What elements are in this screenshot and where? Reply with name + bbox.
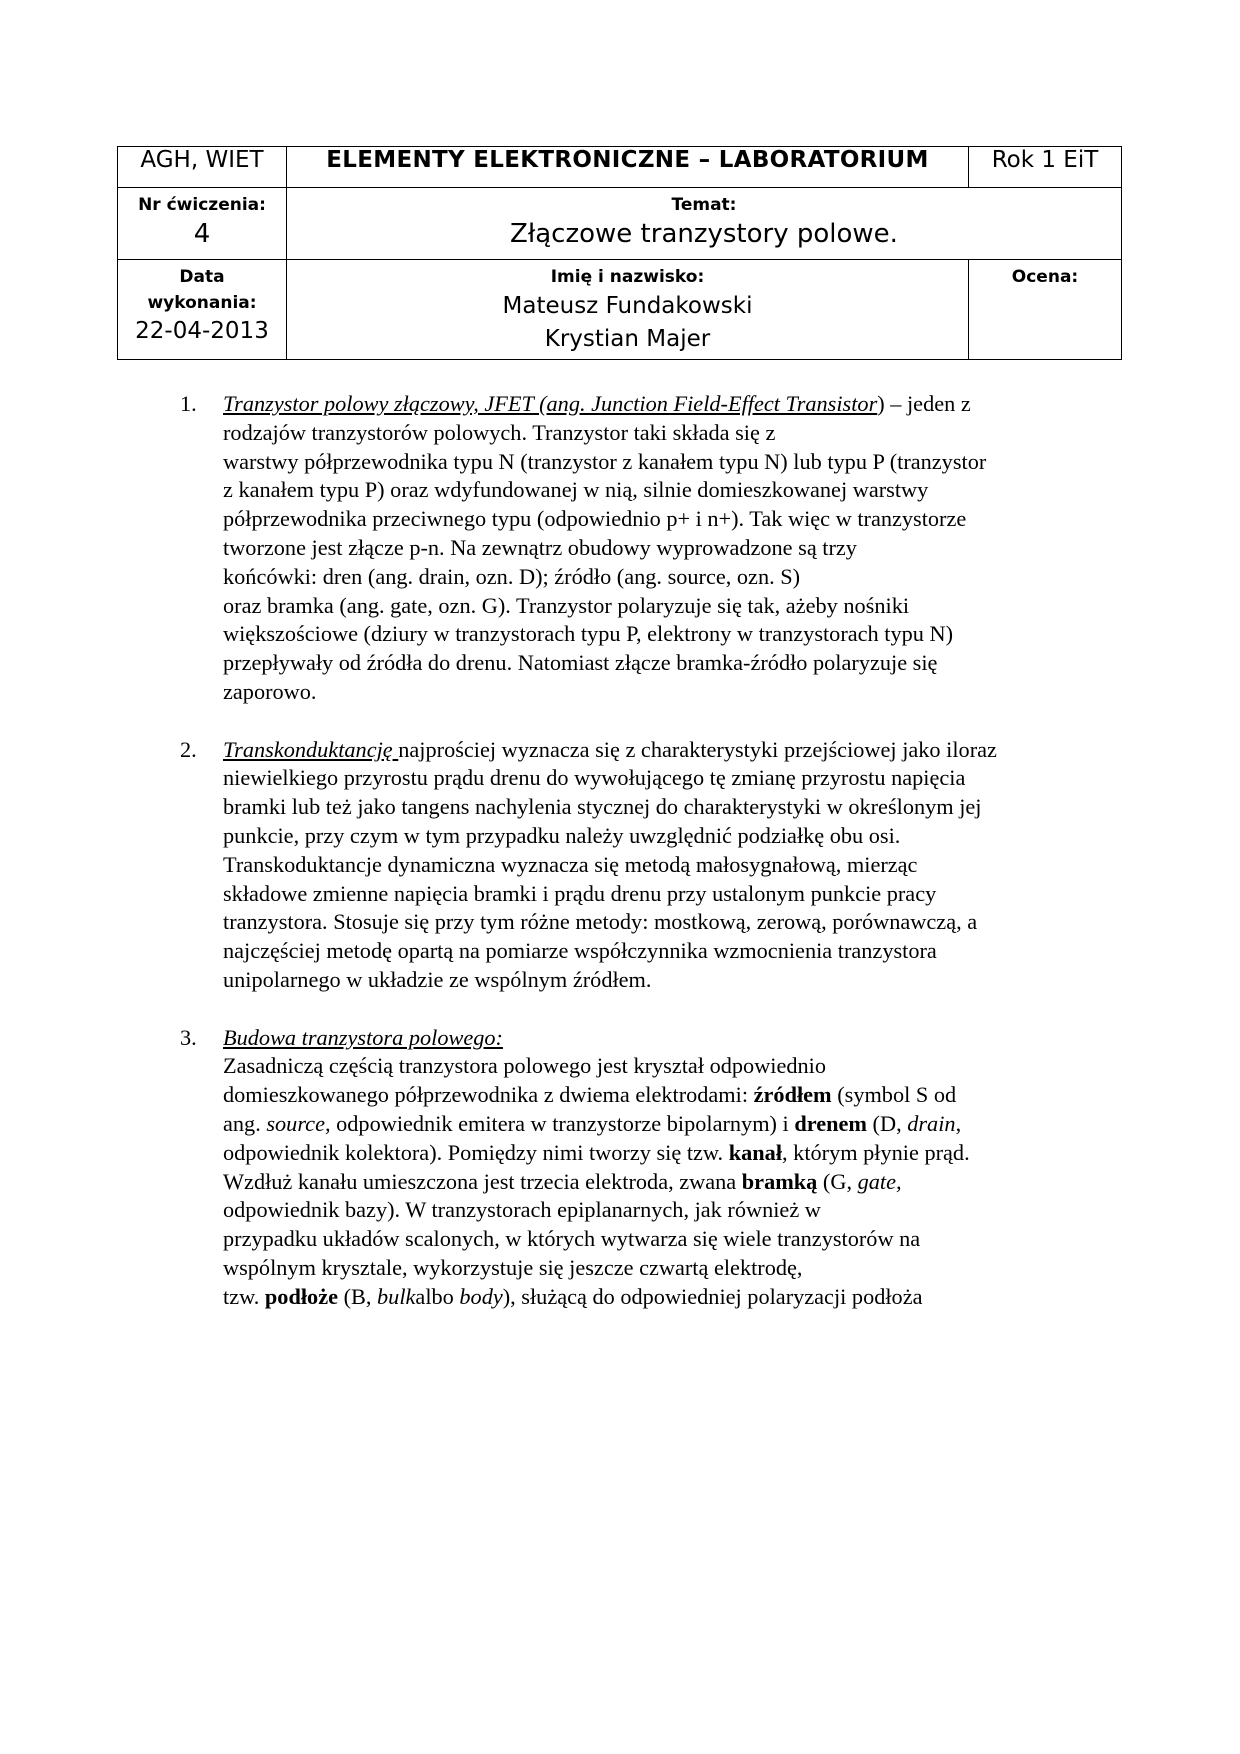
item-number: 2. (180, 736, 197, 762)
text-line: składowe zmienne napięcia bramki i prądu drenu przy ustalonym punkcie pracy (223, 880, 937, 906)
text-fragment: (B, (338, 1283, 378, 1309)
text-fragment: ), służącą do odpowiedniej polaryzacji podłoża (502, 1283, 923, 1309)
text-line: Transkoduktancje dynamiczna wyznacza się metodą małosygnałową, mierząc (223, 851, 918, 877)
term-channel: kanał (728, 1139, 783, 1165)
text-line: oraz bramka (ang. gate, ozn. G). Tranzystor polaryzuje się tak, ażeby nośniki (223, 592, 910, 618)
text-line: końcówki: dren (ang. drain, ozn. D); źródło (ang. source, ozn. S) (223, 563, 801, 589)
text-line: przepływały od źródła do drenu. Natomiast złącze bramka-źródło polaryzuje się (223, 650, 938, 676)
text-fragment: ang. (223, 1110, 267, 1136)
grade-cell (969, 260, 1122, 360)
item-heading: Tranzystor polowy złączowy, JFET (ang. Junction Field-Effect Transistor (223, 391, 878, 416)
text-line: półprzewodnika przeciwnego typu (odpowiednio p+ i n+). Tak więc w tranzystorze (223, 506, 967, 532)
item-heading: Transkonduktancję (223, 736, 399, 762)
item-heading: Budowa tranzystora polowego: (223, 1024, 503, 1050)
date-label-2: wykonania: (147, 293, 257, 313)
topic-label: Temat: (671, 195, 737, 215)
date: 22-04-2013 (135, 318, 269, 344)
text-fragment: (G, (817, 1168, 858, 1194)
text-line: bramki lub też jako tangens nachylenia stycznej do charakterystyki w określonym jej (223, 794, 982, 820)
item-number: 1. (180, 391, 197, 416)
item-number: 3. (180, 1024, 197, 1050)
list-item (180, 1024, 1100, 1312)
text-line: tworzone jest złącze p-n. Na zewnątrz obudowy wyprowadzone są trzy (223, 534, 857, 560)
text-fragment: , (955, 1110, 962, 1136)
name-2: Krystian Majer (544, 326, 711, 352)
year: Rok 1 EiT (969, 147, 1122, 188)
text-line: najprościej wyznacza się z charakterystyki przejściowej jako iloraz (398, 736, 997, 762)
text-fragment: , którym płynie prąd. (782, 1139, 970, 1165)
header-table (117, 146, 1122, 360)
topic: Złączowe tranzystory polowe. (510, 219, 898, 249)
term-source-en: source, (266, 1110, 331, 1136)
topic-cell (287, 188, 1122, 260)
term-drain: drenem (794, 1110, 867, 1136)
text-fragment: domieszkowanego półprzewodnika z dwiema elektrodami: (223, 1082, 754, 1108)
text-fragment: odpowiednik emitera w tranzystorze bipolarnym) i (330, 1110, 795, 1136)
term-bulk-en: bulk (377, 1283, 416, 1309)
text-fragment: (D, (866, 1110, 908, 1136)
text-line: tranzystora. Stosuje się przy tym różne metody: mostkową, zerową, porównawczą, a (223, 909, 978, 935)
text-line: rodzajów tranzystorów polowych. Tranzystor taki składa się z (223, 419, 776, 445)
text-fragment: przypadku układów scalonych, w których wytwarza się wiele tranzystorów na (223, 1226, 921, 1252)
term-gate-en: gate, (857, 1168, 902, 1194)
text-line: ) – jeden z (877, 391, 971, 416)
names-label: Imię i nazwisko: (550, 267, 705, 287)
date-label-1: Data (179, 267, 225, 287)
exercise-number: 4 (193, 219, 211, 249)
text-line: niewielkiego przyrostu prądu drenu do wywołującego tę zmianę przyrostu napięcia (223, 765, 966, 791)
text-line: warstwy półprzewodnika typu N (tranzystor z kanałem typu N) lub typu P (tranzystor (223, 448, 987, 474)
term-body-en: body (459, 1283, 503, 1309)
names-cell (287, 260, 969, 360)
text-fragment: (symbol S od (831, 1082, 957, 1108)
text-line: punkcie, przy czym w tym przypadku należy uwzględnić podziałkę obu osi. (223, 822, 901, 848)
grade-label: Ocena: (1011, 267, 1079, 287)
text-line: większościowe (dziury w tranzystorach typu P, elektrony w tranzystorach typu N) (223, 621, 954, 647)
numbered-list (180, 390, 1100, 1340)
text-fragment: odpowiednik kolektora). Pomiędzy nimi tworzy się tzw. (223, 1139, 729, 1165)
text-line: z kanałem typu P) oraz wdyfundowanej w nią, silnie domieszkowanej warstwy (223, 477, 929, 503)
term-drain-en: drain (907, 1110, 956, 1136)
text-line: najczęściej metodę opartą na pomiarze współczynnika wzmocnienia tranzystora (223, 938, 937, 964)
name-1: Mateusz Fundakowski (502, 293, 753, 319)
term-source: źródłem (753, 1082, 832, 1108)
text-fragment: odpowiednik bazy). W tranzystorach epiplanarnych, jak również w (223, 1197, 821, 1223)
text-line: unipolarnego w układzie ze wspólnym źródłem. (223, 966, 652, 992)
text-fragment: wspólnym krysztale, wykorzystuje się jeszcze czwartą elektrodę, (223, 1254, 803, 1280)
text-fragment: Wzdłuż kanału umieszczona jest trzecia elektroda, zwana (223, 1168, 742, 1194)
exercise-cell (118, 188, 287, 260)
text-fragment: Zasadniczą częścią tranzystora polowego jest kryształ odpowiednio (223, 1053, 827, 1079)
text-fragment: tzw. (223, 1283, 265, 1309)
text-line: zaporowo. (223, 678, 317, 704)
text-fragment: albo (415, 1283, 460, 1309)
exercise-label: Nr ćwiczenia: (138, 195, 266, 215)
term-substrate: podłoże (264, 1283, 338, 1309)
list-item (180, 736, 1100, 995)
date-cell (118, 260, 287, 360)
list-item (180, 390, 1100, 707)
term-gate: bramką (741, 1168, 818, 1194)
institution: AGH, WIET (118, 147, 287, 188)
course-title: ELEMENTY ELEKTRONICZNE – LABORATORIUM (287, 147, 969, 188)
